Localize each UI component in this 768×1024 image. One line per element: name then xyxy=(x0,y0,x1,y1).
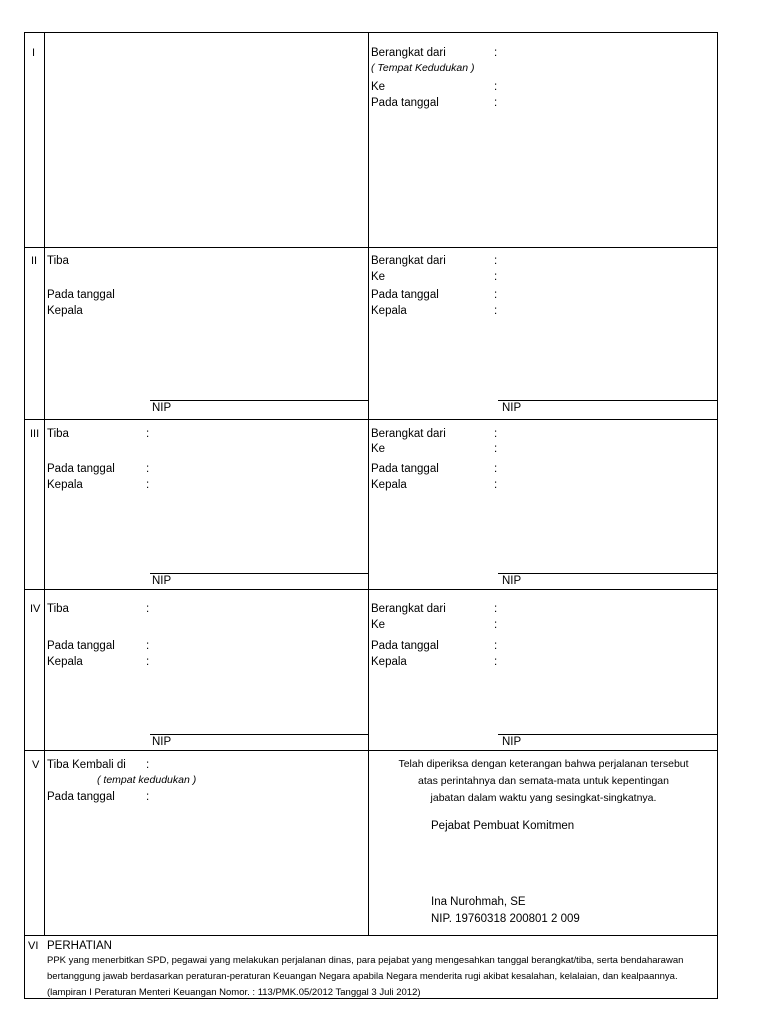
colon: : xyxy=(494,443,498,455)
signature-line xyxy=(150,734,368,735)
nip-label: NIP xyxy=(152,402,172,414)
colon: : xyxy=(494,255,498,267)
pada-tanggal-label: Pada tanggal xyxy=(47,289,115,301)
kepala-label: Kepala xyxy=(371,656,407,668)
pada-tanggal-label: Pada tanggal xyxy=(371,289,439,301)
signature-line xyxy=(150,400,368,401)
perhatian-line-3: (lampiran I Peraturan Menteri Keuangan Nomor. : 113/PMK.05/2012 Tanggal 3 Juli 2012) xyxy=(47,987,421,998)
colon: : xyxy=(494,271,498,283)
verification-line-1: Telah diperiksa dengan keterangan bahwa perjalanan tersebut xyxy=(398,758,689,770)
row-divider xyxy=(24,589,718,590)
row-number-v: V xyxy=(32,759,40,771)
verification-statement xyxy=(369,757,718,808)
signatory-name: Ina Nurohmah, SE xyxy=(431,896,526,908)
berangkat-dari-label: Berangkat dari xyxy=(371,428,446,440)
nip-label: NIP xyxy=(152,575,172,587)
ke-label: Ke xyxy=(371,81,386,93)
row-number-vi: VI xyxy=(28,940,39,952)
colon: : xyxy=(146,428,150,440)
colon: : xyxy=(146,479,150,491)
ke-label: Ke xyxy=(371,443,386,455)
pejabat-label: Pejabat Pembuat Komitmen xyxy=(431,820,575,832)
kepala-label: Kepala xyxy=(47,305,83,317)
signature-line xyxy=(498,734,718,735)
colon: : xyxy=(146,640,150,652)
nip-label: NIP xyxy=(502,402,522,414)
tiba-label: Tiba xyxy=(47,255,69,267)
colon: : xyxy=(494,97,498,109)
colon: : xyxy=(494,428,498,440)
berangkat-dari-label: Berangkat dari xyxy=(371,47,446,59)
kepala-label: Kepala xyxy=(47,656,83,668)
colon: : xyxy=(146,791,150,803)
colon: : xyxy=(494,47,498,59)
colon: : xyxy=(146,603,150,615)
colon: : xyxy=(494,619,498,631)
nip-label: NIP xyxy=(502,575,522,587)
signature-line xyxy=(150,573,368,574)
pada-tanggal-label: Pada tanggal xyxy=(47,463,115,475)
perhatian-title: PERHATIAN xyxy=(47,940,112,952)
berangkat-dari-label: Berangkat dari xyxy=(371,603,446,615)
number-column-divider xyxy=(44,32,45,935)
nip-label: NIP xyxy=(152,736,172,748)
kepala-label: Kepala xyxy=(371,479,407,491)
berangkat-dari-label: Berangkat dari xyxy=(371,255,446,267)
row-divider xyxy=(24,935,718,936)
form-frame xyxy=(24,32,718,999)
colon: : xyxy=(146,463,150,475)
verification-line-2: atas perintahnya dan semata-mata untuk kepentingan xyxy=(417,775,669,787)
colon: : xyxy=(494,656,498,668)
kepala-label: Kepala xyxy=(371,305,407,317)
pada-tanggal-label: Pada tanggal xyxy=(371,97,439,109)
ke-label: Ke xyxy=(371,271,386,283)
row-divider xyxy=(24,247,718,248)
row-number-i: I xyxy=(32,47,36,59)
signature-line xyxy=(498,400,718,401)
colon: : xyxy=(494,479,498,491)
signature-line xyxy=(498,573,718,574)
colon: : xyxy=(146,656,150,668)
colon: : xyxy=(494,289,498,301)
colon: : xyxy=(494,81,498,93)
colon: : xyxy=(494,603,498,615)
ke-label: Ke xyxy=(371,619,386,631)
perhatian-line-2: bertanggung jawab berdasarkan peraturan-peraturan Keuangan Negara apabila Negara menderita rugi akibat kesalahan, kelalaian, dan kealpaannya. xyxy=(47,971,678,982)
pada-tanggal-label: Pada tanggal xyxy=(47,791,115,803)
colon: : xyxy=(494,463,498,475)
tiba-label: Tiba xyxy=(47,428,69,440)
kepala-label: Kepala xyxy=(47,479,83,491)
tiba-kembali-label: Tiba Kembali di xyxy=(47,759,126,771)
pada-tanggal-label: Pada tanggal xyxy=(371,640,439,652)
verification-line-3: jabatan dalam waktu yang sesingkat-singkatnya. xyxy=(430,792,657,804)
colon: : xyxy=(146,759,150,771)
row-number-ii: II xyxy=(31,255,38,267)
tempat-kedudukan-label: ( tempat kedudukan ) xyxy=(97,774,197,786)
nip-label: NIP xyxy=(502,736,522,748)
signatory-nip: NIP. 19760318 200801 2 009 xyxy=(431,913,580,925)
row-divider xyxy=(24,750,718,751)
tiba-label: Tiba xyxy=(47,603,69,615)
tempat-kedudukan-label: ( Tempat Kedudukan ) xyxy=(371,62,475,74)
pada-tanggal-label: Pada tanggal xyxy=(371,463,439,475)
colon: : xyxy=(494,305,498,317)
row-number-iv: IV xyxy=(30,603,41,615)
perhatian-line-1: PPK yang menerbitkan SPD, pegawai yang melakukan perjalanan dinas, para pejabat yang mengesahkan tanggal berangkat/tiba, serta bendaharawan xyxy=(47,955,684,966)
colon: : xyxy=(494,640,498,652)
pada-tanggal-label: Pada tanggal xyxy=(47,640,115,652)
row-number-iii: III xyxy=(30,428,40,440)
row-divider xyxy=(24,419,718,420)
